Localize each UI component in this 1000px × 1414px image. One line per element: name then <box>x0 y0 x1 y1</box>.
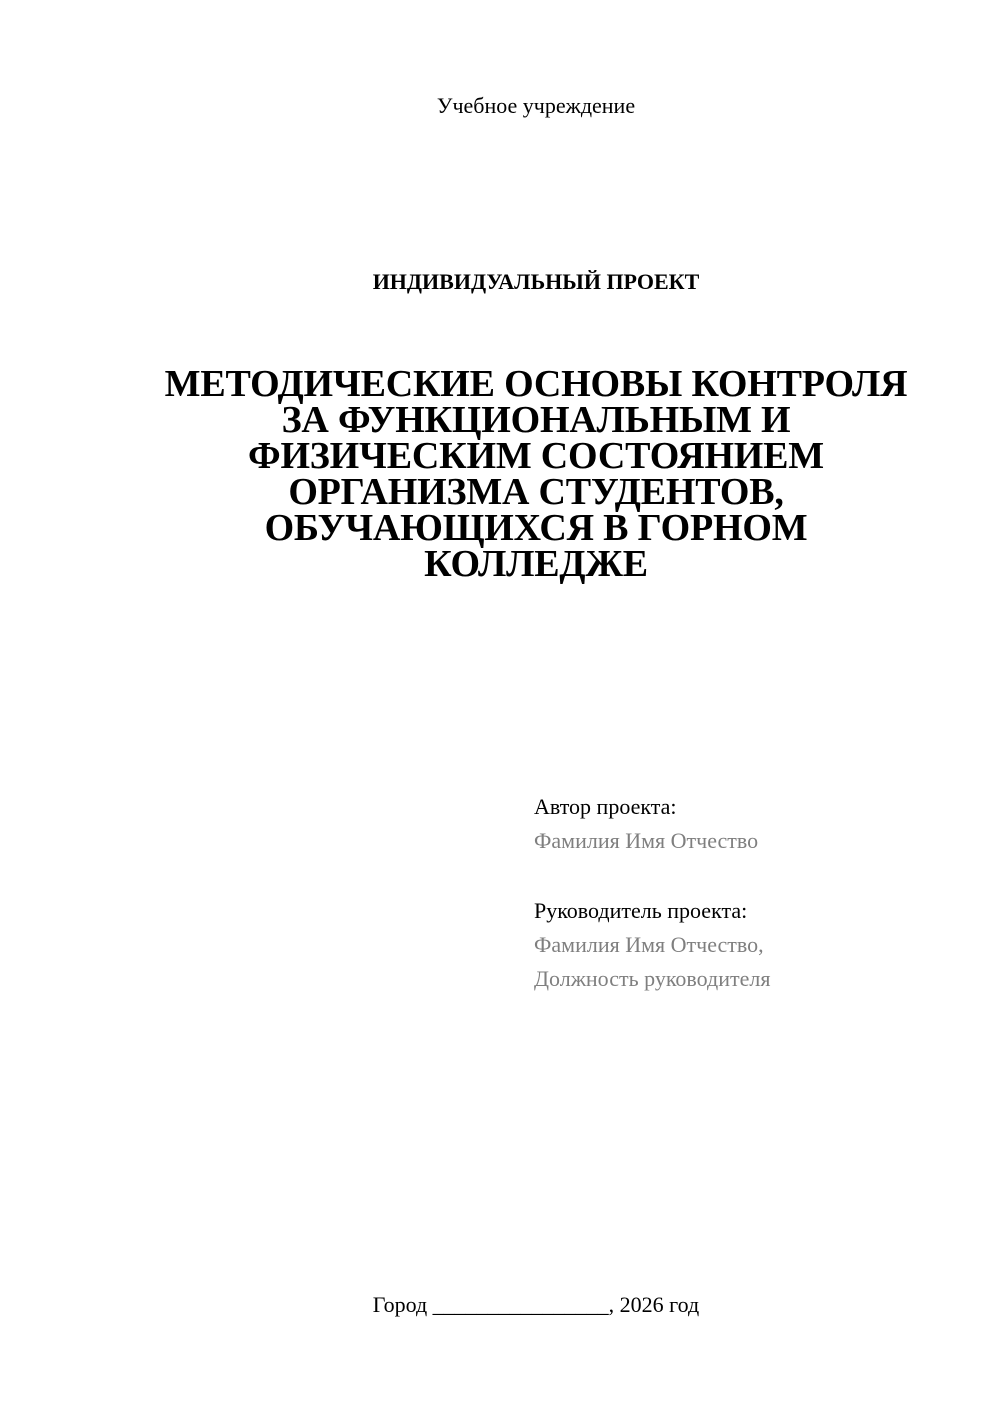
project-title-line: ЗА ФУНКЦИОНАЛЬНЫМ И <box>281 399 791 441</box>
project-title-line: ОРГАНИЗМА СТУДЕНТОВ, <box>288 471 784 513</box>
supervisor-name: Фамилия Имя Отчество, <box>534 932 764 957</box>
author-name: Фамилия Имя Отчество <box>534 828 759 853</box>
credits-block <box>534 790 974 996</box>
project-title-line: КОЛЛЕДЖЕ <box>424 543 648 585</box>
supervisor-label: Руководитель проекта: <box>534 898 748 923</box>
institution-name: Учебное учреждение <box>436 93 636 118</box>
project-title-line: МЕТОДИЧЕСКИЕ ОСНОВЫ КОНТРОЛЯ <box>164 363 908 405</box>
credits-spacer <box>534 858 974 894</box>
project-type-heading: ИНДИВИДУАЛЬНЫЙ ПРОЕКТ <box>372 269 700 294</box>
project-title-line: ФИЗИЧЕСКИМ СОСТОЯНИЕМ <box>248 435 824 477</box>
project-title <box>120 363 952 585</box>
city-year-footer: Город ________________, 2026 год <box>372 1292 700 1317</box>
author-label: Автор проекта: <box>534 794 677 819</box>
project-title-line: ОБУЧАЮЩИХСЯ В ГОРНОМ <box>264 507 808 549</box>
supervisor-position: Должность руководителя <box>534 966 771 991</box>
